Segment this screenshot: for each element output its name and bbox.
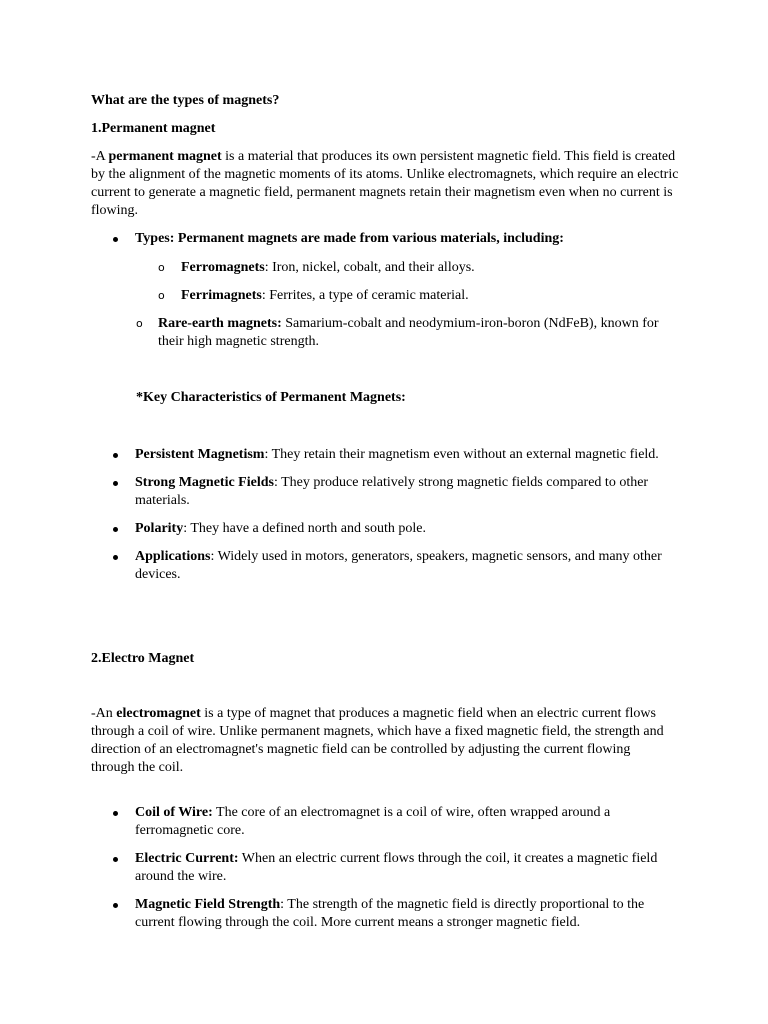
sub-item-term: Rare-earth magnets:	[158, 316, 282, 331]
section1-heading	[91, 120, 681, 138]
characteristic-text	[135, 474, 655, 510]
bullet-dot-icon	[113, 811, 118, 816]
intro-term: electromagnet	[116, 706, 201, 721]
sub-item-term: Ferrimagnets	[181, 288, 262, 303]
section2-heading	[91, 650, 681, 668]
sub-bullet-icon: o	[158, 289, 165, 302]
sub-item-text	[158, 315, 666, 351]
sub-item-desc: Samarium-cobalt and neodymium-iron-boron (NdFeB), known for their high magnetic strength.	[158, 316, 659, 349]
section1-intro-paragraph	[91, 148, 681, 220]
electro-item-term: Magnetic Field Strength	[135, 897, 281, 912]
characteristic-text	[135, 548, 665, 584]
sub-bullet-icon: o	[158, 261, 165, 274]
document-question	[91, 92, 681, 110]
electro-item-text	[135, 804, 635, 840]
key-characteristics-heading	[136, 389, 676, 407]
section2-intro	[91, 705, 676, 777]
characteristic-term: Polarity	[135, 521, 184, 536]
characteristic-text	[135, 520, 655, 538]
electro-item-term: Electric Current:	[135, 851, 239, 866]
bullet-dot-icon	[113, 237, 118, 242]
sub-item-term: Ferromagnets	[181, 260, 265, 275]
characteristic-desc: : They produce relatively strong magnetic fields compared to other materials.	[135, 475, 649, 508]
section2-intro-paragraph	[91, 705, 676, 777]
question-heading: What are the types of magnets?	[91, 93, 280, 108]
bullet-dot-icon	[113, 857, 118, 862]
electro-item-text	[135, 896, 660, 932]
section2-heading-text: 2.Electro Magnet	[91, 651, 195, 666]
intro-rest: is a material that produces its own persistent magnetic field. This field is created by the alignment of the magnetic moments of its atoms. Unlike electromagnets, which require an electric current to generate a magnetic field, permanent magnets retain their magnetism even when no current is flowing.	[91, 149, 679, 218]
bullet-dot-icon	[113, 903, 118, 908]
characteristic-term: Strong Magnetic Fields	[135, 475, 274, 490]
characteristic-desc: : They have a defined north and south pole.	[183, 521, 426, 536]
bullet-dot-icon	[113, 481, 118, 486]
characteristic-term: Applications	[135, 549, 211, 564]
sub-item-desc: : Iron, nickel, cobalt, and their alloys.	[264, 260, 475, 275]
sub-bullet-icon: o	[136, 317, 143, 330]
intro-prefix: -A	[91, 149, 109, 164]
electro-item-desc: When an electric current flows through the coil, it creates a magnetic field around the wire.	[135, 851, 658, 884]
electro-item-desc: : The strength of the magnetic field is directly proportional to the current flowing through the coil. More current means a stronger magnetic field.	[135, 897, 645, 930]
sub-item-text	[181, 259, 475, 277]
intro-prefix: -An	[91, 706, 117, 721]
electro-item-text	[135, 850, 665, 886]
characteristic-text	[135, 446, 675, 464]
characteristic-term: Persistent Magnetism	[135, 447, 265, 462]
bullet-dot-icon	[113, 555, 118, 560]
intro-term: permanent magnet	[108, 149, 222, 164]
intro-rest: is a type of magnet that produces a magnetic field when an electric current flows through a coil of wire. Unlike permanent magnets, which have a fixed magnetic field, the strength and direction of an electromagnet's magnetic field can be controlled by adjusting the current flowing through the coil.	[91, 706, 664, 775]
section1-intro	[91, 148, 681, 220]
types-bullet-text: Types: Permanent magnets are made from various materials, including:	[135, 231, 564, 246]
bullet-dot-icon	[113, 527, 118, 532]
electro-item-term: Coil of Wire:	[135, 805, 213, 820]
bullet-dot-icon	[113, 453, 118, 458]
sub-item-desc: : Ferrites, a type of ceramic material.	[261, 288, 469, 303]
key-characteristics-text: *Key Characteristics of Permanent Magnets:	[136, 390, 406, 405]
electro-item-desc: The core of an electromagnet is a coil of wire, often wrapped around a ferromagnetic core.	[135, 805, 611, 838]
characteristic-desc: : Widely used in motors, generators, speakers, magnetic sensors, and many other devices.	[135, 549, 662, 582]
sub-item-text	[181, 287, 469, 305]
characteristic-desc: : They retain their magnetism even without an external magnetic field.	[264, 447, 659, 462]
section1-heading-text: 1.Permanent magnet	[91, 121, 216, 136]
